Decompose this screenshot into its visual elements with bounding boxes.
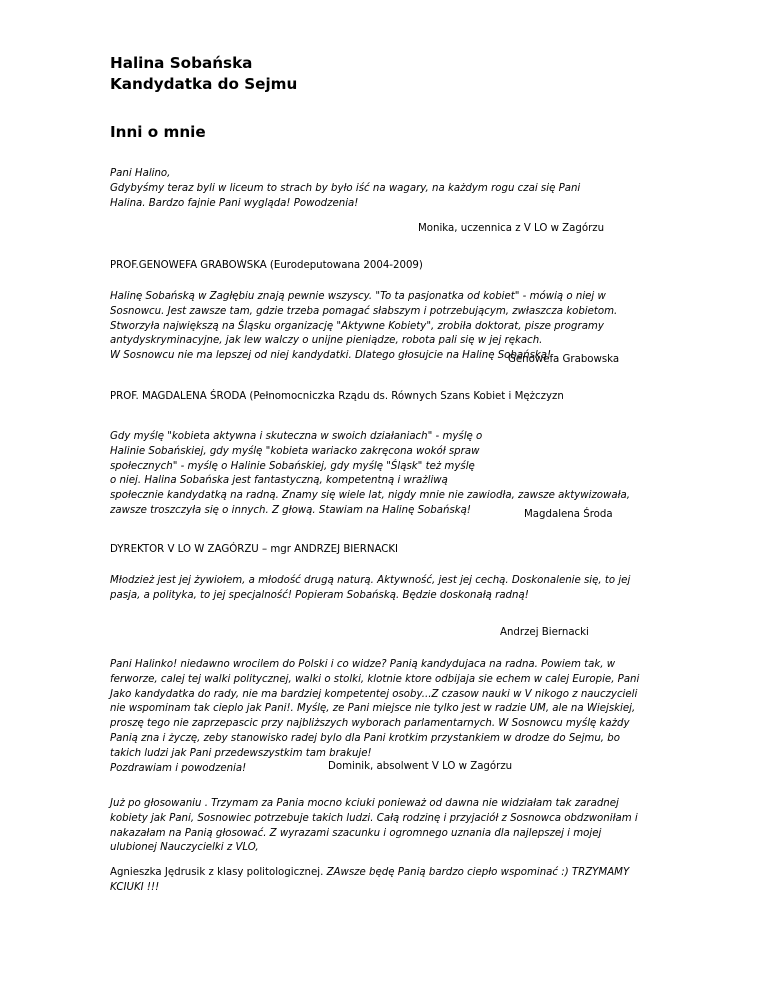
text-line: nie wspominam tak cieplo jak Pani!. Myślę, ze Pani miejsce nie tylko jest w radzie UM, ale na Wiejskiej, (110, 703, 636, 715)
text-line: społecznych" - myślę o Halinie Sobańskiej, gdy myślę "Śląsk" też myślę (110, 460, 475, 472)
testimonial-author-header: PROF.GENOWEFA GRABOWSKA (Eurodeputowana 2004-2009) (110, 260, 423, 271)
testimonial-signature: Genowefa Grabowska (508, 354, 620, 365)
text-line: Gdybyśmy teraz byli w liceum to strach by było iść na wagary, na każdym rogu czai się Pani (110, 182, 581, 194)
candidate-role: Kandydatka do Sejmu (110, 75, 298, 93)
testimonial-text (110, 658, 670, 776)
testimonial-text (110, 866, 670, 896)
text-line: Panią zna i życzę, zeby stanowisko radej bylo dla Pani krotkim przystankiem w drodze do Sejmu, bo (110, 732, 620, 744)
document-title (110, 53, 297, 95)
testimonial-signature: Monika, uczennica z V LO w Zagórzu (418, 223, 605, 234)
testimonial-text (110, 430, 670, 519)
text-line: Już po głosowaniu . Trzymam za Pania mocno kciuki ponieważ od dawna nie widziałam tak zaradnej (110, 798, 619, 809)
text-line: Jako kandydatka do rady, nie ma bardziej kompetentej osoby...Z czasow nauki w V nikogo z nauczycieli (110, 688, 638, 700)
testimonial-text (110, 167, 670, 211)
text-line: Pani Halinko! niedawno wrocilem do Polski i co widze? Panią kandydujaca na radna. Powiem tak, w (110, 659, 616, 670)
testimonial-text (110, 797, 670, 856)
text-line: ZAwsze będę Panią bardzo ciepło wspominać :) TRZYMAMY (326, 867, 630, 878)
section-title: Inni o mnie (110, 123, 206, 141)
text-line: proszę tego nie zaprzepascic przy najbliższych wyborach parlamentarnych. W Sosnowcu myślę każdy (110, 718, 630, 730)
text-line: KCIUKI !!! (110, 881, 160, 893)
text-line: Halina. Bardzo fajnie Pani wygląda! Powodzenia! (110, 197, 359, 209)
text-line: ferworze, calej tej walki politycznej, walki o stolki, klotnie ktore odbijaja sie echem w calej Europie, Pani (110, 673, 640, 685)
testimonial-signature: Magdalena Środa (524, 509, 613, 520)
text-line: o niej. Halina Sobańska jest fantastyczną, kompetentną i wrażliwą (110, 475, 448, 487)
text-line: zawsze troszczyła się o innych. Z głową. Stawiam na Halinę Sobańską! (110, 504, 471, 516)
text-line: kobiety jak Pani, Sosnowiec potrzebuje takich ludzi. Całą rodzinę i przyjaciół z Sosnowca obdzwoniłam i (110, 812, 638, 824)
text-line: Pani Halino, (110, 168, 171, 179)
text-line: Sosnowcu. Jest zawsze tam, gdzie trzeba pomagać słabszym i potrzebującym, zwłaszcza kobietom. (110, 305, 618, 317)
text-line: Młodzież jest jej żywiołem, a młodość drugą naturą. Aktywność, jest jej cechą. Doskonalenie się, to jej (110, 575, 631, 586)
text-line: Pozdrawiam i powodzenia! (110, 762, 247, 774)
text-line: nakazałam na Panią głosować. Z wyrazami szacunku i ogromnego uznania dla najlepszej i mojej (110, 827, 602, 839)
text-line: Stworzyła największą na Śląsku organizację "Aktywne Kobiety", zrobiła doktorat, pisze programy (110, 320, 604, 332)
text-line: W Sosnowcu nie ma lepszej od niej kandydatki. Dlatego głosujcie na Halinę Sobańską! (110, 350, 552, 362)
text-line: ulubionej Nauczycielki z VLO, (110, 842, 259, 854)
text-line: Gdy myślę "kobieta aktywna i skuteczna w swoich działaniach" - myślę o (110, 431, 483, 442)
text-line: społecznie kandydatką na radną. Znamy się wiele lat, nigdy mnie nie zawiodła, zawsze aktywizowała, (110, 490, 631, 502)
text-line: Halinie Sobańskiej, gdy myślę "kobieta wariacko zakręcona wokół spraw (110, 445, 480, 457)
text-line: pasja, a polityka, to jej specjalność! Popieram Sobańską. Będzie doskonałą radną! (110, 589, 529, 601)
testimonial-lead: Agnieszka Jędrusik z klasy politologicznej. (110, 867, 327, 878)
candidate-name: Halina Sobańska (110, 54, 253, 72)
text-line: antydyskryminacyjne, jak lew walczy o unijne pieniądze, robota pali się w jej rękach. (110, 335, 543, 347)
testimonial-author-header: DYREKTOR V LO W ZAGÓRZU – mgr ANDRZEJ BIERNACKI (110, 544, 399, 555)
text-line: Halinę Sobańską w Zagłębiu znają pewnie wszyscy. "To ta pasjonatka od kobiet" - mówią o niej w (110, 291, 606, 302)
testimonial-author-header: PROF. MAGDALENA ŚRODA (Pełnomocniczka Rządu ds. Równych Szans Kobiet i Mężczyzn (110, 391, 564, 402)
text-line: takich ludzi jak Pani przedewszystkim tam brakuje! (110, 747, 372, 759)
testimonial-text (110, 574, 670, 604)
testimonial-signature: Andrzej Biernacki (500, 627, 589, 638)
testimonial-signature: Dominik, absolwent V LO w Zagórzu (328, 761, 513, 772)
